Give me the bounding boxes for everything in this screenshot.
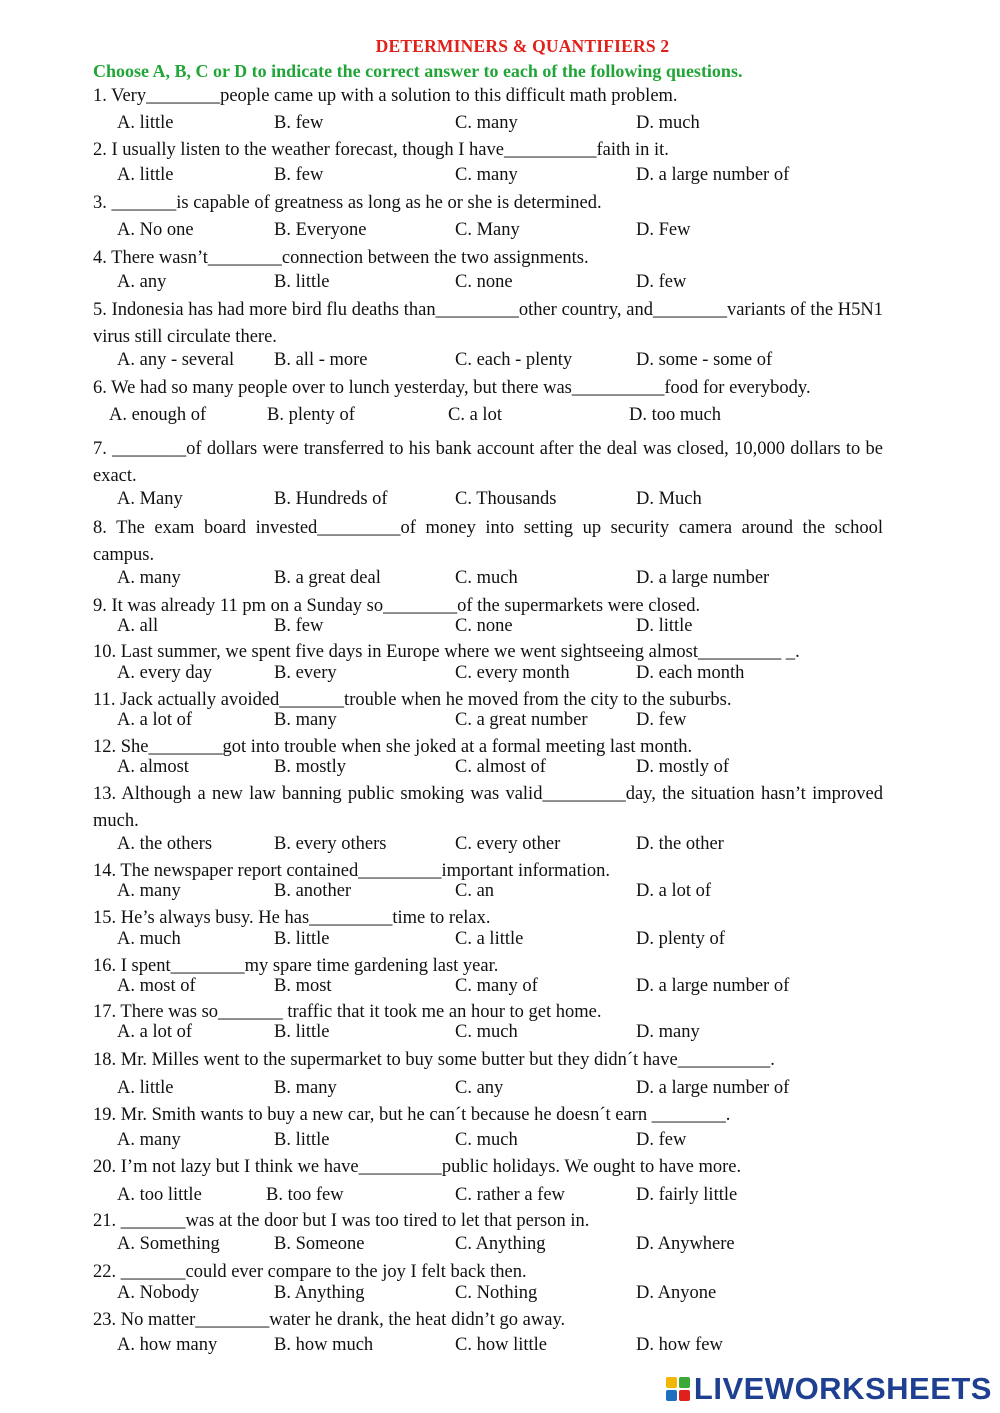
- option-d[interactable]: D. each month: [636, 663, 745, 683]
- option-d[interactable]: D. a large number of: [636, 1078, 790, 1098]
- question-8: 8. The exam board invested_________of money into setting up security camera around the school campus.: [93, 518, 883, 565]
- question-18: 18. Mr. Milles went to the supermarket to buy some butter but they didn´t have__________.: [93, 1050, 775, 1070]
- answer-options-19: [117, 1130, 877, 1154]
- option-b[interactable]: B. many: [274, 1078, 337, 1098]
- answer-options-22: [117, 1283, 877, 1307]
- option-b[interactable]: B. few: [274, 113, 324, 133]
- option-c[interactable]: C. Anything: [455, 1234, 546, 1254]
- answer-options-15: [117, 929, 877, 953]
- option-c[interactable]: C. a little: [455, 929, 524, 949]
- answer-options-12: [117, 757, 877, 781]
- question-22: 22. _______could ever compare to the joy I felt back then.: [93, 1262, 527, 1282]
- option-c[interactable]: C. an: [455, 881, 495, 901]
- option-b[interactable]: B. few: [274, 616, 324, 636]
- option-a[interactable]: A. enough of: [109, 405, 207, 425]
- option-c[interactable]: C. Thousands: [455, 489, 557, 509]
- option-d[interactable]: D. plenty of: [636, 929, 725, 949]
- option-b[interactable]: B. every: [274, 663, 337, 683]
- option-b[interactable]: B. all - more: [274, 350, 368, 370]
- option-a[interactable]: A. any - several: [117, 350, 235, 370]
- answer-options-16: [117, 976, 877, 1000]
- option-a[interactable]: A. little: [117, 165, 174, 185]
- option-c[interactable]: C. many: [455, 113, 518, 133]
- option-c[interactable]: C. every month: [455, 663, 570, 683]
- option-a[interactable]: A. a lot of: [117, 710, 193, 730]
- option-d[interactable]: D. mostly of: [636, 757, 730, 777]
- option-c[interactable]: C. much: [455, 1130, 518, 1150]
- answer-options-9: [117, 616, 877, 640]
- option-a[interactable]: A. any: [117, 272, 167, 292]
- instructions: Choose A, B, C or D to indicate the correct answer to each of the following questions.: [93, 61, 743, 81]
- answer-options-20: [117, 1185, 877, 1209]
- option-a[interactable]: A. Many: [117, 489, 183, 509]
- answer-options-8: [117, 568, 877, 592]
- question-5: 5. Indonesia has had more bird flu deaths than_________other country, and________variants of the H5N1 virus still circulate there.: [93, 300, 883, 347]
- option-a[interactable]: A. much: [117, 929, 181, 949]
- question-14: 14. The newspaper report contained_________important information.: [93, 861, 611, 881]
- option-c[interactable]: C. Many: [455, 220, 520, 240]
- question-21: 21. _______was at the door but I was too tired to let that person in.: [93, 1211, 590, 1231]
- answer-options-4: [117, 272, 877, 296]
- option-d[interactable]: D. a large number: [636, 568, 770, 588]
- option-d[interactable]: D. Few: [636, 220, 691, 240]
- option-b[interactable]: B. too few: [266, 1185, 344, 1205]
- option-c[interactable]: C. how little: [455, 1335, 547, 1355]
- option-b[interactable]: B. another: [274, 881, 352, 901]
- option-a[interactable]: A. all: [117, 616, 159, 636]
- option-c[interactable]: C. none: [455, 272, 513, 292]
- option-d[interactable]: D. few: [636, 272, 687, 292]
- question-16: 16. I spent________my spare time gardening last year.: [93, 956, 499, 976]
- option-c[interactable]: C. any: [455, 1078, 504, 1098]
- answer-options-2: [117, 165, 877, 189]
- question-10: 10. Last summer, we spent five days in Europe where we went sightseeing almost_________ _.: [93, 642, 800, 662]
- answer-options-18: [117, 1078, 877, 1102]
- answer-options-17: [117, 1022, 877, 1046]
- option-a[interactable]: A. many: [117, 881, 181, 901]
- option-c[interactable]: C. many: [455, 165, 518, 185]
- answer-options-6: [109, 405, 877, 429]
- question-17: 17. There was so_______ traffic that it took me an hour to get home.: [93, 1002, 602, 1022]
- option-b[interactable]: B. Someone: [274, 1234, 365, 1254]
- question-12: 12. She________got into trouble when she joked at a formal meeting last month.: [93, 737, 693, 757]
- option-c[interactable]: C. Nothing: [455, 1283, 538, 1303]
- question-4: 4. There wasn’t________connection between the two assignments.: [93, 248, 589, 268]
- option-d[interactable]: D. Anywhere: [636, 1234, 735, 1254]
- answer-options-10: [117, 663, 877, 687]
- option-d[interactable]: D. much: [636, 113, 700, 133]
- option-a[interactable]: A. little: [117, 1078, 174, 1098]
- option-b[interactable]: B. most: [274, 976, 332, 996]
- option-b[interactable]: B. every others: [274, 834, 387, 854]
- option-b[interactable]: B. little: [274, 1130, 330, 1150]
- answer-options-7: [117, 489, 877, 513]
- question-11: 11. Jack actually avoided_______trouble when he moved from the city to the suburbs.: [93, 690, 732, 710]
- option-b[interactable]: B. little: [274, 929, 330, 949]
- option-c[interactable]: C. every other: [455, 834, 561, 854]
- option-a[interactable]: A. many: [117, 568, 181, 588]
- option-a[interactable]: A. most of: [117, 976, 196, 996]
- option-d[interactable]: D. how few: [636, 1335, 723, 1355]
- liveworksheets-logo: [666, 1371, 992, 1407]
- answer-options-5: [117, 350, 877, 374]
- option-a[interactable]: A. many: [117, 1130, 181, 1150]
- option-c[interactable]: C. each - plenty: [455, 350, 573, 370]
- option-a[interactable]: A. Something: [117, 1234, 220, 1254]
- option-a[interactable]: A. too little: [117, 1185, 202, 1205]
- option-d[interactable]: D. too much: [629, 405, 721, 425]
- option-c[interactable]: C. a great number: [455, 710, 588, 730]
- option-d[interactable]: D. a large number of: [636, 165, 790, 185]
- answer-options-23: [117, 1335, 877, 1359]
- option-a[interactable]: A. Nobody: [117, 1283, 200, 1303]
- option-d[interactable]: D. Anyone: [636, 1283, 717, 1303]
- worksheet-title: DETERMINERS & QUANTIFIERS 2: [375, 36, 670, 56]
- question-15: 15. He’s always busy. He has_________time to relax.: [93, 908, 491, 928]
- option-a[interactable]: A. a lot of: [117, 1022, 193, 1042]
- option-d[interactable]: D. a lot of: [636, 881, 712, 901]
- option-b[interactable]: B. how much: [274, 1335, 374, 1355]
- option-c[interactable]: C. a lot: [448, 405, 502, 425]
- question-13: 13. Although a new law banning public smoking was valid_________day, the situation hasn’t improved much.: [93, 784, 883, 831]
- answer-options-21: [117, 1234, 877, 1258]
- option-b[interactable]: B. Anything: [274, 1283, 365, 1303]
- option-d[interactable]: D. many: [636, 1022, 700, 1042]
- option-b[interactable]: B. few: [274, 165, 324, 185]
- option-a[interactable]: A. almost: [117, 757, 189, 777]
- option-b[interactable]: B. Everyone: [274, 220, 367, 240]
- option-d[interactable]: D. little: [636, 616, 693, 636]
- option-c[interactable]: C. rather a few: [455, 1185, 565, 1205]
- option-b[interactable]: B. many: [274, 710, 337, 730]
- question-6: 6. We had so many people over to lunch yesterday, but there was__________food for everybody.: [93, 378, 811, 398]
- option-a[interactable]: A. every day: [117, 663, 213, 683]
- option-d[interactable]: D. Much: [636, 489, 702, 509]
- answer-options-3: [117, 220, 877, 244]
- option-a[interactable]: A. the others: [117, 834, 213, 854]
- option-d[interactable]: D. few: [636, 1130, 687, 1150]
- question-3: 3. _______is capable of greatness as long as he or she is determined.: [93, 193, 602, 213]
- option-b[interactable]: B. little: [274, 1022, 330, 1042]
- option-b[interactable]: B. Hundreds of: [274, 489, 388, 509]
- option-d[interactable]: D. a large number of: [636, 976, 790, 996]
- question-2: 2. I usually listen to the weather forecast, though I have__________faith in it.: [93, 140, 669, 160]
- option-c[interactable]: C. almost of: [455, 757, 546, 777]
- answer-options-14: [117, 881, 877, 905]
- liveworksheets-logo-icon: [666, 1377, 690, 1401]
- question-7: 7. ________of dollars were transferred to his bank account after the deal was closed, 10,000 dollars to be exact.: [93, 439, 883, 486]
- option-a[interactable]: A. little: [117, 113, 174, 133]
- question-9: 9. It was already 11 pm on a Sunday so________of the supermarkets were closed.: [93, 596, 701, 616]
- question-20: 20. I’m not lazy but I think we have_________public holidays. We ought to have more.: [93, 1157, 742, 1177]
- option-d[interactable]: D. fairly little: [636, 1185, 738, 1205]
- answer-options-13: [117, 834, 877, 858]
- option-d[interactable]: D. few: [636, 710, 687, 730]
- option-d[interactable]: D. some - some of: [636, 350, 773, 370]
- answer-options-11: [117, 710, 877, 734]
- option-b[interactable]: B. mostly: [274, 757, 346, 777]
- option-c[interactable]: C. many of: [455, 976, 538, 996]
- question-1: 1. Very________people came up with a solution to this difficult math problem.: [93, 86, 678, 106]
- option-a[interactable]: A. No one: [117, 220, 194, 240]
- option-b[interactable]: B. a great deal: [274, 568, 381, 588]
- option-c[interactable]: C. much: [455, 568, 518, 588]
- logo-text: LIVEWORKSHEETS: [693, 1371, 992, 1406]
- option-b[interactable]: B. little: [274, 272, 330, 292]
- option-b[interactable]: B. plenty of: [267, 405, 355, 425]
- option-c[interactable]: C. none: [455, 616, 513, 636]
- answer-options-1: [117, 113, 877, 137]
- question-23: 23. No matter________water he drank, the heat didn’t go away.: [93, 1310, 566, 1330]
- option-a[interactable]: A. how many: [117, 1335, 218, 1355]
- option-c[interactable]: C. much: [455, 1022, 518, 1042]
- question-19: 19. Mr. Smith wants to buy a new car, but he can´t because he doesn´t earn ________.: [93, 1105, 731, 1125]
- option-d[interactable]: D. the other: [636, 834, 724, 854]
